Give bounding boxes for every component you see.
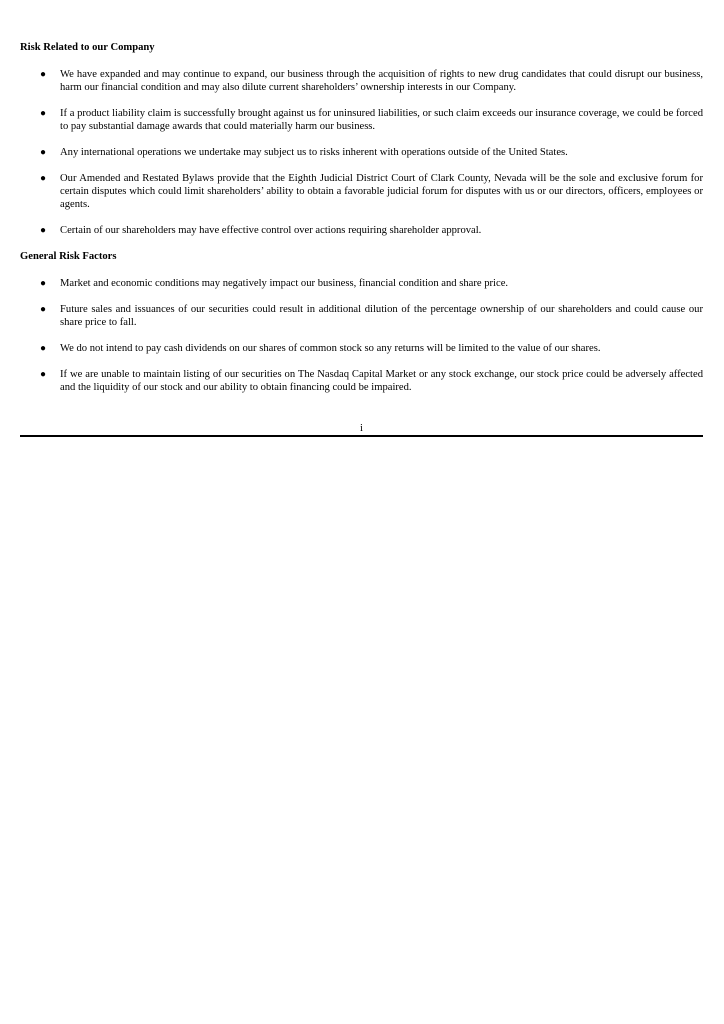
list-item-text: Market and economic conditions may negatively impact our business, financial condition and share price. <box>60 278 509 289</box>
list-item <box>20 277 703 290</box>
bullet-list-general-risk <box>20 277 703 394</box>
list-item <box>20 68 703 94</box>
list-item-text: Future sales and issuances of our securities could result in additional dilution of the percentage ownership of our shareholders and could cause our share price to fall. <box>60 304 703 328</box>
footer-divider <box>20 435 703 437</box>
list-item <box>20 342 703 355</box>
list-item <box>20 107 703 133</box>
bullet-icon: ● <box>40 225 47 236</box>
bullet-icon: ● <box>40 304 47 315</box>
page-footer <box>20 422 703 445</box>
list-item-text: If a product liability claim is successfully brought against us for uninsured liabilities, or such claim exceeds our insurance coverage, we could be forced to pay substantial damage awards that could materially harm our business. <box>60 108 703 132</box>
bullet-icon: ● <box>40 369 47 380</box>
bullet-icon: ● <box>40 173 47 184</box>
list-item <box>20 146 703 159</box>
list-item <box>20 303 703 329</box>
section-heading-risk-company: Risk Related to our Company <box>20 42 155 53</box>
list-item-text: Our Amended and Restated Bylaws provide that the Eighth Judicial District Court of Clark County, Nevada will be the sole and exclusive forum for certain disputes which could limit shareholders’ ability to obtain a favorable judicial forum for disputes with us or our directors, officers, employees or agents. <box>60 173 703 210</box>
list-item-text: We have expanded and may continue to expand, our business through the acquisition of rights to new drug candidates that could disrupt our business, harm our financial condition and may also dilute current shareholders’ ownership interests in our Company. <box>60 69 703 93</box>
list-item <box>20 368 703 394</box>
bullet-list-risk-company <box>20 68 703 237</box>
document-page <box>20 0 703 407</box>
bullet-icon: ● <box>40 147 47 158</box>
list-item-text: Certain of our shareholders may have effective control over actions requiring shareholder approval. <box>60 225 482 236</box>
section-heading-general-risk: General Risk Factors <box>20 251 117 262</box>
list-item-text: If we are unable to maintain listing of our securities on The Nasdaq Capital Market or any stock exchange, our stock price could be adversely affected and the liquidity of our stock and our ability to obtain financing could be impaired. <box>60 369 703 393</box>
list-item <box>20 224 703 237</box>
bullet-icon: ● <box>40 69 47 80</box>
list-item-text: We do not intend to pay cash dividends on our shares of common stock so any returns will be limited to the value of our shares. <box>60 343 601 354</box>
list-item-text: Any international operations we undertake may subject us to risks inherent with operations outside of the United States. <box>60 147 568 158</box>
bullet-icon: ● <box>40 278 47 289</box>
page-number: i <box>360 423 363 434</box>
list-item <box>20 172 703 211</box>
bullet-icon: ● <box>40 108 47 119</box>
bullet-icon: ● <box>40 343 47 354</box>
